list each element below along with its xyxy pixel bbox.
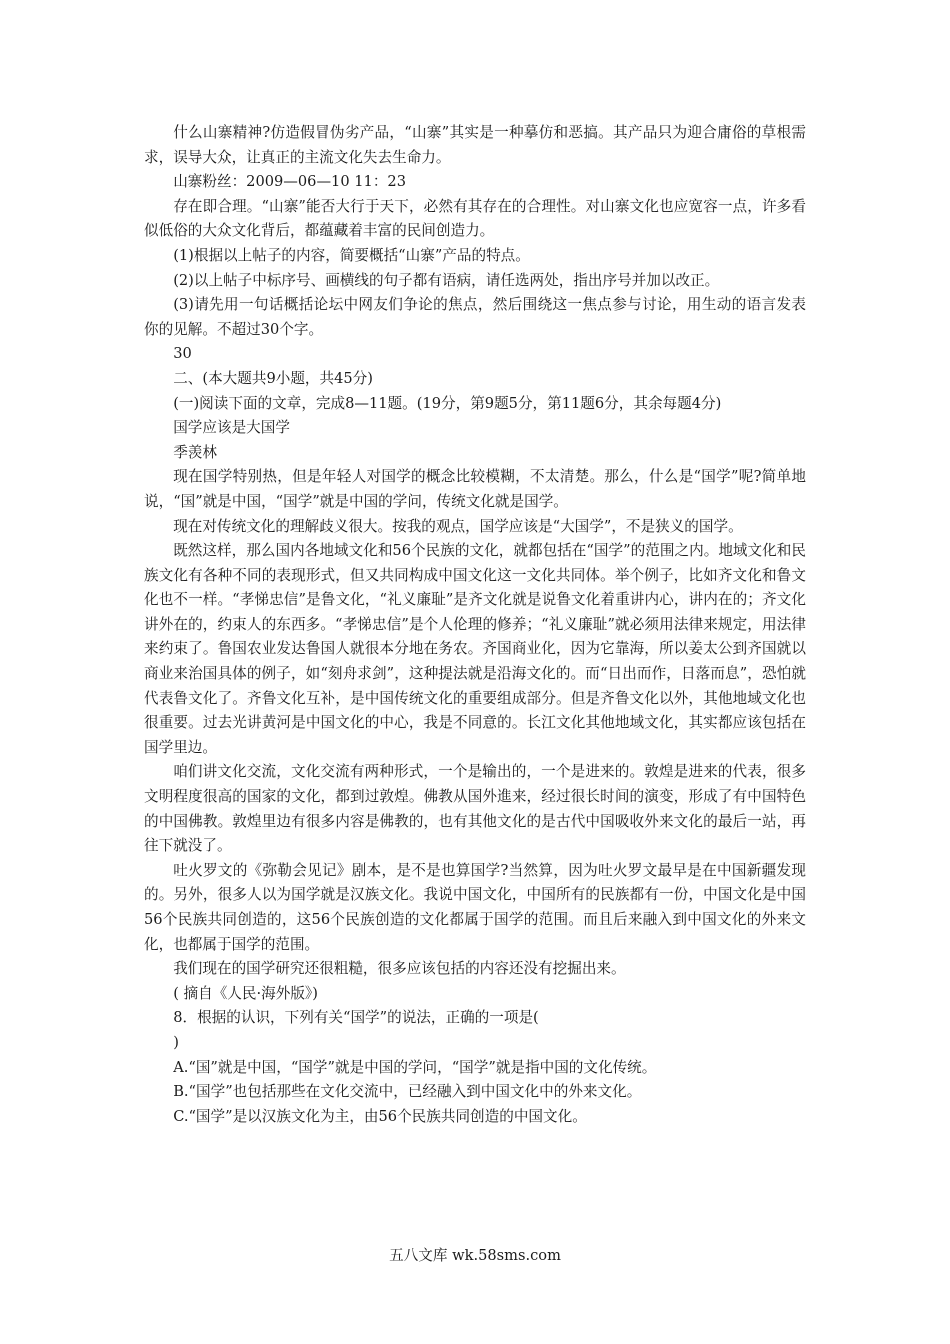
article-paragraph-4: 咱们讲文化交流，文化交流有两种形式，一个是输出的，一个是进来的。敦煌是进来的代表，很多文明程度很高的国家的文化，都到过敦煌。佛教从国外進来，经过很长时间的演变，形成了有中国特色的中国佛教。敦煌里边有很多内容是佛教的，也有其他文化的是古代中国吸收外来文化的最后一站，再往下就没了。 [144,763,806,855]
article-paragraph-5: 吐火罗文的《弥勒会见记》剧本，是不是也算国学?当然算，因为吐火罗文最早是在中国新疆发现的。另外，很多人以为国学就是汉族文化。我说中国文化，中国所有的民族都有一份，中国文化是中国56个民族共同创造的，这56个民族创造的文化都属于国学的范围。而且后来融入到中国文化的外来文化，也都属于国学的范围。 [144,861,806,953]
article-paragraph-3: 既然这样，那么国内各地域文化和56个民族的文化，就都包括在“国学”的范围之内。地域文化和民族文化有各种不同的表现形式，但又共同构成中国文化这一文化共同体。举个例子，比如齐文化和鲁文化也不一样。“孝悌忠信”是鲁文化，“礼义廉耻”是齐文化就是说鲁文化着重讲内心，讲内在的；齐文化讲外在的，约束人的东西多。“孝悌忠信”是个人伦理的修养；“礼义廉耻”就必须用法律来规定，用法律来约束了。鲁国农业发达鲁国人就很本分地在务农。齐国商业化，因为它靠海，所以姜太公到齐国就以商业来治国具体的例子，如“刻舟求剑”，这种提法就是沿海文化的。而“日出而作，日落而息”，恐怕就代表鲁文化了。齐鲁文化互补，是中国传统文化的重要组成部分。但是齐鲁文化以外，其他地域文化也很重要。过去光讲黄河是中国文化的中心，我是不同意的。长江文化其他地域文化，其实都应该包括在国学里边。 [144,542,806,756]
question-8-stem: 8．根据的认识，下列有关“国学”的说法，正确的一项是( [173,1009,539,1027]
paragraph-2: 山寨粉丝：2009—06—10 11：23 [173,173,406,191]
article-paragraph-2: 现在对传统文化的理解歧义很大。按我的观点，国学应该是“大国学”，不是狭义的国学。 [173,517,743,535]
paragraph-7: 30 [173,345,192,363]
option-a: A.“国”就是中国，“国学”就是中国的学问，“国学”就是指中国的文化传统。 [173,1058,657,1076]
page-footer: 五八文库 wk.58sms.com [389,1247,561,1264]
article-paragraph-1: 现在国学特别热，但是年轻人对国学的概念比较模糊，不太清楚。那么，什么是“国学”呢?简单地说，“国”就是中国，“国学”就是中国的学问，传统文化就是国学。 [144,468,806,510]
question-1: (1)根据以上帖子的内容，简要概括“山寨”产品的特点。 [173,246,530,264]
option-b: B.“国学”也包括那些在文化交流中，已经融入到中国文化中的外来文化。 [173,1083,642,1101]
paragraph-3: 存在即合理。“山寨”能否大行于天下，必然有其存在的合理性。对山寨文化也应宽容一点，许多看似低俗的大众文化背后，都蕴藏着丰富的民间创造力。 [144,197,806,240]
section-heading: 二、(本大题共9小题，共45分) [173,369,373,387]
question-3: (3)请先用一句话概括论坛中网友们争论的焦点，然后围绕这一焦点参与讨论，用生动的语言发表你的见解。不超过30个字。 [144,296,806,338]
question-8-bracket: ) [173,1033,179,1051]
article-paragraph-6: 我们现在的国学研究还很粗糙，很多应该包括的内容还没有挖掘出来。 [173,960,626,978]
article-title: 国学应该是大国学 [173,419,290,437]
paragraph-1: 什么山寨精神?仿造假冒伪劣产品，“山寨”其实是一种摹仿和恶搞。其产品只为迎合庸俗的草根需求，误导大众，让真正的主流文化失去生命力。 [144,124,806,166]
question-2: (2)以上帖子中标序号、画横线的句子都有语病，请任选两处，指出序号并加以改正。 [173,271,720,289]
article-author: 季羡林 [173,443,217,461]
document-body [144,121,806,1129]
reading-instructions: (一)阅读下面的文章，完成8—11题。(19分，第9题5分，第11题6分，其余每题4分) [173,394,722,412]
article-source: ( 摘自《人民·海外版》) [173,984,318,1002]
option-c: C.“国学”是以汉族文化为主，由56个民族共同创造的中国文化。 [173,1107,587,1125]
